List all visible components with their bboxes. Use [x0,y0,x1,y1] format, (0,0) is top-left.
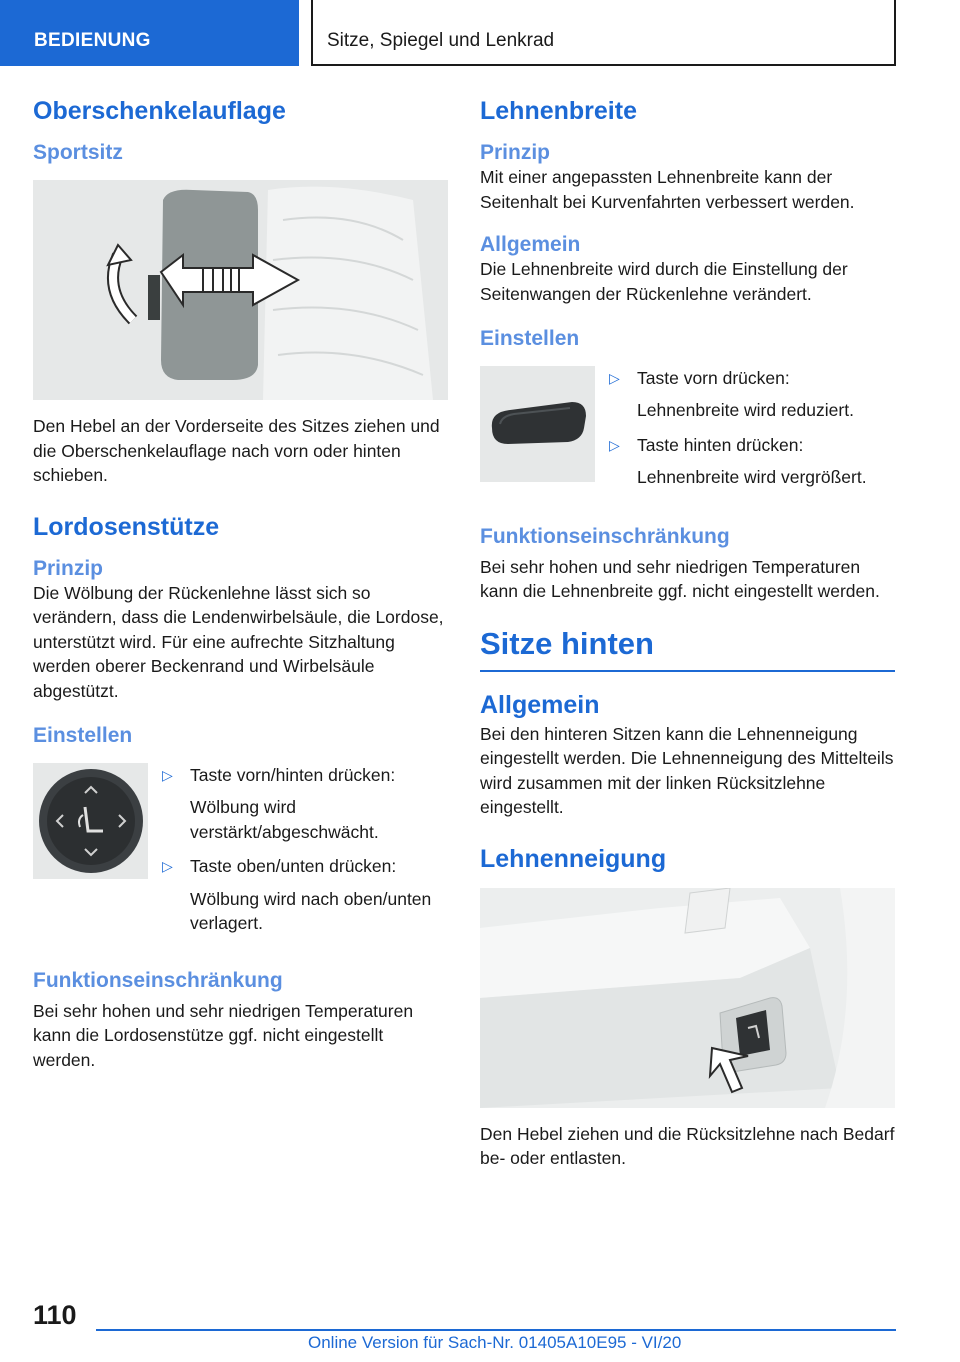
text-allgemein-lehnenbreite: Die Lehnenbreite wird durch die Einstellung der Seitenwangen der Rückenlehne verändert. [480,259,848,304]
heading-sitze-hinten: Sitze hinten [480,626,895,672]
caption-rear-seat-lever: Den Hebel ziehen und die Rücksitzlehne nach Bedarf be- oder entlasten. [480,1123,895,1169]
list-item [162,763,448,845]
footer-version-text: Online Version für Sach-Nr. 01405A10E95 - VI/20 [308,1333,682,1352]
lordosis-switch-image [33,763,148,879]
backrest-width-steps [609,366,895,490]
list-item [162,854,448,936]
step-result: Lehnenbreite wird vergrößert. [637,467,867,488]
heading-einstellen-lordose: Einstellen [33,724,133,748]
step-result: Lehnenbreite wird reduziert. [637,400,854,421]
heading-lehnenbreite: Lehnenbreite [480,97,637,125]
step-result: Wölbung wird verstärkt/abgeschwächt. [190,797,379,842]
step-action: Taste vorn drücken: [637,367,790,388]
step-action: Taste oben/unten drücken: [190,856,397,877]
backrest-width-settings [480,366,895,490]
heading-lehnenneigung: Lehnenneigung [480,844,667,873]
page-number: 110 [33,1300,77,1330]
lordosis-settings [33,763,448,936]
step-action: Taste hinten drücken: [637,434,804,455]
caption-thigh-support: Den Hebel an der Vorderseite des Sitzes ziehen und die Oberschenkelauflage nach vorn oder hinten schieben. [33,416,440,486]
heading-allgemein-lehnenbreite: Allgemein [480,233,581,257]
text-prinzip-lehnenbreite: Mit einer angepassten Lehnenbreite kann der Seitenhalt bei Kurvenfahrten verbessert werden. [480,167,855,212]
step-action: Taste vorn/hinten drücken: [190,764,396,785]
lordosis-switch-illustration [33,763,148,879]
heading-sportsitz: Sportsitz [33,141,123,164]
thigh-support-image [33,180,448,400]
seat-thigh-support-illustration [33,180,448,400]
page-header [0,0,960,66]
backrest-width-switch-image [480,366,595,482]
text-funktionseinschraenkung-lehnenbreite: Bei sehr hohen und sehr niedrigen Temperaturen kann die Lehnenbreite ggf. nicht eingestellt werden. [480,556,880,602]
right-column [480,96,895,1171]
footer-divider [96,1329,896,1331]
text-allgemein-sitze-hinten: Bei den hinteren Sitzen kann die Lehnenneigung eingestellt werden. Die Lehnenneigung des Mittelteils wird zusammen mit der linken Rücksitzlehne eingestellt. [480,723,894,818]
list-item [609,366,895,423]
triangle-bullet-icon: ▷ [609,436,620,453]
heading-prinzip-lehnenbreite: Prinzip [480,141,551,164]
chapter-tab: Sitze, Spiegel und Lenkrad [311,0,896,66]
list-item [609,433,895,490]
heading-prinzip-lordose: Prinzip [33,556,104,580]
text-prinzip-lordose: Die Wölbung der Rückenlehne lässt sich so verändern, dass die Lendenwirbelsäule, die Lordose, unterstützt wird. Für eine aufrechte Sitzhaltung werden oberer Beckenrand und Wirbelsäule abgestützt. [33,582,444,701]
triangle-bullet-icon: ▷ [609,369,620,386]
heading-funktionseinschraenkung-lordose: Funktionseinschränkung [33,968,283,992]
heading-einstellen-lehnenbreite: Einstellen [480,327,580,351]
step-result: Wölbung wird nach oben/unten verlagert. [190,888,432,934]
heading-allgemein-sitze-hinten: Allgemein [480,690,600,719]
triangle-bullet-icon: ▷ [162,858,173,875]
backrest-width-switch-illustration [480,366,595,482]
triangle-bullet-icon: ▷ [162,766,173,783]
rear-seat-lever-illustration [480,888,895,1108]
lordosis-steps [162,763,448,936]
section-tab: BEDIENUNG [0,0,299,66]
heading-funktionseinschraenkung-lehnenbreite: Funktionseinschränkung [480,524,730,548]
heading-lordosenstuetze: Lordosenstütze [33,512,220,541]
left-column [33,96,448,1072]
text-funktionseinschraenkung-lordose: Bei sehr hohen und sehr niedrigen Temperaturen kann die Lordosenstütze ggf. nicht eingestellt werden. [33,1000,414,1070]
rear-seat-lever-image [480,888,895,1108]
heading-oberschenkelauflage: Oberschenkelauflage [33,97,286,125]
